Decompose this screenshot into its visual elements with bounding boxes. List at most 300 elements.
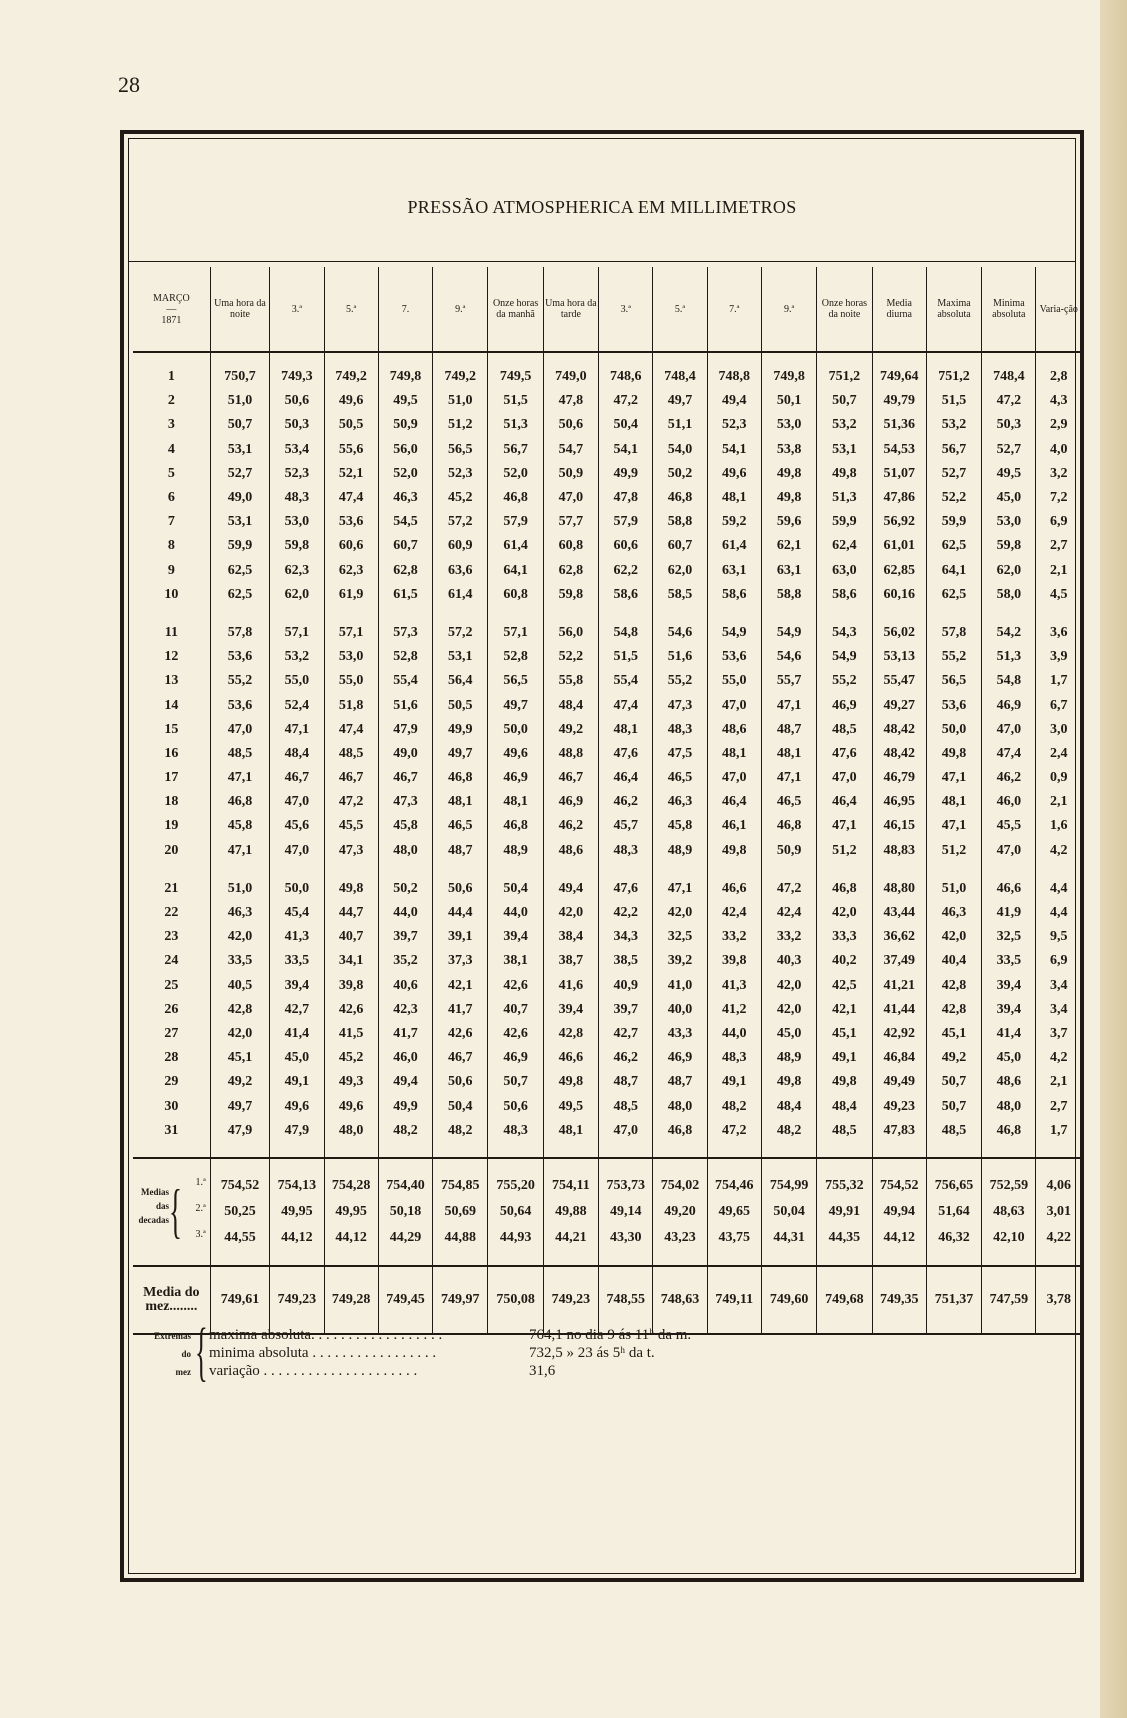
value-cell: 51,64 [926, 1199, 981, 1225]
col-header: 9.ª [433, 267, 488, 352]
value-cell: 50,69 [433, 1199, 488, 1225]
value-cell: 57,8 [210, 621, 270, 645]
day-cell: 27 [164, 1025, 179, 1041]
value-cell: 48,2 [707, 1094, 761, 1118]
value-cell: 45,1 [817, 1022, 872, 1046]
value-cell: 61,01 [872, 534, 926, 558]
value-cell: 54,0 [653, 438, 707, 462]
value-cell: 43,23 [653, 1225, 707, 1251]
value-cell: 38,4 [543, 925, 598, 949]
value-cell: 39,4 [982, 998, 1036, 1022]
value-cell: 50,0 [488, 718, 543, 742]
value-cell: 51,3 [488, 413, 543, 437]
value-cell: 53,6 [926, 693, 981, 717]
value-cell: 42,0 [926, 925, 981, 949]
value-cell: 48,7 [433, 839, 488, 863]
value-cell: 44,12 [872, 1225, 926, 1251]
value-cell: 47,6 [599, 742, 653, 766]
value-cell: 50,7 [926, 1070, 981, 1094]
value-cell: 48,0 [982, 1094, 1036, 1118]
spacer-row [133, 352, 1081, 365]
value-cell: 48,42 [872, 742, 926, 766]
spacer-row [133, 1158, 1081, 1173]
value-cell: 46,5 [433, 814, 488, 838]
table-row [133, 949, 1081, 973]
value-cell: 45,4 [270, 901, 324, 925]
value-cell: 61,4 [433, 583, 488, 607]
value-cell: 46,0 [378, 1046, 432, 1070]
table-row [133, 534, 1081, 558]
value-cell: 62,8 [378, 559, 432, 583]
value-cell: 53,13 [872, 645, 926, 669]
value-cell: 47,2 [707, 1119, 761, 1143]
value-cell: 41,2 [707, 998, 761, 1022]
value-cell: 45,2 [324, 1046, 378, 1070]
value-cell: 59,8 [543, 583, 598, 607]
value-cell: 52,8 [488, 645, 543, 669]
value-cell: 4,22 [1036, 1225, 1081, 1251]
value-cell: 49,6 [707, 462, 761, 486]
value-cell: 32,5 [982, 925, 1036, 949]
value-cell: 42,8 [543, 1022, 598, 1046]
value-cell: 42,7 [270, 998, 324, 1022]
value-cell: 60,9 [433, 534, 488, 558]
value-cell: 54,9 [761, 621, 816, 645]
value-cell: 47,9 [378, 718, 432, 742]
value-cell: 45,5 [324, 814, 378, 838]
value-cell: 47,5 [653, 742, 707, 766]
value-cell: 38,1 [488, 949, 543, 973]
value-cell: 61,4 [488, 534, 543, 558]
value-cell: 46,8 [817, 877, 872, 901]
value-cell: 47,8 [599, 486, 653, 510]
value-cell: 50,4 [488, 877, 543, 901]
value-cell: 46,2 [599, 1046, 653, 1070]
table-frame-inner [128, 138, 1076, 1574]
value-cell: 60,8 [543, 534, 598, 558]
table-row [133, 1094, 1081, 1118]
value-cell: 2,7 [1036, 534, 1081, 558]
value-cell: 749,61 [210, 1266, 270, 1333]
value-cell: 749,23 [270, 1266, 324, 1333]
value-cell: 59,2 [707, 510, 761, 534]
value-cell: 62,1 [761, 534, 816, 558]
value-cell: 39,8 [324, 974, 378, 998]
value-cell: 39,1 [433, 925, 488, 949]
value-cell: 57,2 [433, 510, 488, 534]
day-cell: 2 [167, 393, 175, 409]
value-cell: 2,1 [1036, 1070, 1081, 1094]
value-cell: 53,6 [210, 645, 270, 669]
value-cell: 49,8 [761, 462, 816, 486]
col-header: 5.ª [653, 267, 707, 352]
value-cell: 754,11 [543, 1173, 598, 1199]
value-cell: 51,0 [210, 877, 270, 901]
value-cell: 53,6 [210, 693, 270, 717]
table-row [133, 413, 1081, 437]
day-cell: 13 [164, 673, 179, 689]
value-cell: 49,79 [872, 389, 926, 413]
value-cell: 42,6 [433, 1022, 488, 1046]
value-cell: 46,9 [817, 693, 872, 717]
value-cell: 59,8 [982, 534, 1036, 558]
value-cell: 56,0 [543, 621, 598, 645]
value-cell: 39,4 [543, 998, 598, 1022]
value-cell: 47,3 [378, 790, 432, 814]
value-cell: 49,8 [324, 877, 378, 901]
value-cell: 53,1 [210, 510, 270, 534]
table-row [133, 814, 1081, 838]
value-cell: 45,8 [378, 814, 432, 838]
value-cell: 42,0 [543, 901, 598, 925]
value-cell: 46,79 [872, 766, 926, 790]
table-row [133, 974, 1081, 998]
value-cell: 57,3 [378, 621, 432, 645]
table-row [133, 621, 1081, 645]
col-header: 3.ª [270, 267, 324, 352]
value-cell: 35,2 [378, 949, 432, 973]
day-cell: 31 [164, 1122, 179, 1138]
month-mean-label: Media do mez........ [143, 1284, 200, 1314]
value-cell: 47,0 [707, 693, 761, 717]
value-cell: 50,1 [761, 389, 816, 413]
value-cell: 57,1 [324, 621, 378, 645]
value-cell: 50,7 [817, 389, 872, 413]
value-cell: 48,1 [707, 742, 761, 766]
value-cell: 57,8 [926, 621, 981, 645]
day-cell: 26 [164, 1001, 179, 1017]
value-cell: 53,2 [817, 413, 872, 437]
value-cell: 48,4 [543, 693, 598, 717]
value-cell: 48,5 [817, 718, 872, 742]
value-cell: 56,7 [488, 438, 543, 462]
month-mean-row [133, 1266, 1081, 1333]
value-cell: 37,49 [872, 949, 926, 973]
value-cell: 41,3 [707, 974, 761, 998]
value-cell: 62,2 [599, 559, 653, 583]
value-cell: 57,2 [433, 621, 488, 645]
value-cell: 6,9 [1036, 949, 1081, 973]
value-cell: 58,8 [653, 510, 707, 534]
value-cell: 47,0 [982, 718, 1036, 742]
value-cell: 48,3 [707, 1046, 761, 1070]
value-cell: 56,92 [872, 510, 926, 534]
value-cell: 49,95 [270, 1199, 324, 1225]
value-cell: 47,2 [982, 389, 1036, 413]
value-cell: 49,8 [761, 1070, 816, 1094]
value-cell: 47,0 [543, 486, 598, 510]
value-cell: 48,3 [488, 1119, 543, 1143]
value-cell: 42,4 [707, 901, 761, 925]
day-cell: 14 [164, 697, 179, 713]
day-cell: 19 [164, 818, 179, 834]
value-cell: 756,65 [926, 1173, 981, 1199]
value-cell: 4,06 [1036, 1173, 1081, 1199]
brace-icon: { [169, 1177, 182, 1244]
pressure-table [133, 267, 1081, 1335]
value-cell: 48,1 [488, 790, 543, 814]
value-cell: 50,0 [270, 877, 324, 901]
year-label: 1871 [161, 314, 182, 326]
table-row [133, 901, 1081, 925]
value-cell: 52,1 [324, 462, 378, 486]
day-cell: 7 [167, 514, 175, 530]
value-cell: 51,8 [324, 693, 378, 717]
value-cell: 47,1 [926, 766, 981, 790]
value-cell: 46,8 [488, 814, 543, 838]
value-cell: 39,4 [982, 974, 1036, 998]
value-cell: 53,4 [270, 438, 324, 462]
value-cell: 43,75 [707, 1225, 761, 1251]
value-cell: 43,30 [599, 1225, 653, 1251]
value-cell: 754,52 [210, 1173, 270, 1199]
value-cell: 47,2 [761, 877, 816, 901]
value-cell: 41,7 [433, 998, 488, 1022]
value-cell: 751,37 [926, 1266, 981, 1333]
value-cell: 47,1 [761, 693, 816, 717]
value-cell: 45,0 [761, 1022, 816, 1046]
value-cell: 58,8 [761, 583, 816, 607]
value-cell: 44,12 [270, 1225, 324, 1251]
value-cell: 48,5 [599, 1094, 653, 1118]
value-cell: 49,5 [543, 1094, 598, 1118]
value-cell: 44,55 [210, 1225, 270, 1251]
value-cell: 49,23 [872, 1094, 926, 1118]
value-cell: 46,2 [543, 814, 598, 838]
value-cell: 2,1 [1036, 559, 1081, 583]
value-cell: 44,29 [378, 1225, 432, 1251]
value-cell: 44,21 [543, 1225, 598, 1251]
value-cell: 42,0 [210, 1022, 270, 1046]
value-cell: 47,3 [653, 693, 707, 717]
value-cell: 51,5 [926, 389, 981, 413]
value-cell: 42,92 [872, 1022, 926, 1046]
value-cell: 47,8 [543, 389, 598, 413]
value-cell: 48,2 [761, 1119, 816, 1143]
value-cell: 50,9 [543, 462, 598, 486]
value-cell: 47,1 [210, 839, 270, 863]
value-cell: 754,13 [270, 1173, 324, 1199]
value-cell: 749,0 [543, 365, 598, 389]
spacer-row [133, 607, 1081, 621]
value-cell: 49,6 [488, 742, 543, 766]
table-row [133, 486, 1081, 510]
value-cell: 33,5 [210, 949, 270, 973]
value-cell: 58,6 [599, 583, 653, 607]
month-header [133, 267, 210, 352]
value-cell: 58,6 [707, 583, 761, 607]
value-cell: 62,8 [543, 559, 598, 583]
value-cell: 44,4 [433, 901, 488, 925]
value-cell: 6,7 [1036, 693, 1081, 717]
value-cell: 56,0 [378, 438, 432, 462]
value-cell: 39,7 [378, 925, 432, 949]
value-cell: 42,4 [761, 901, 816, 925]
value-cell: 47,2 [324, 790, 378, 814]
value-cell: 50,9 [761, 839, 816, 863]
value-cell: 44,31 [761, 1225, 816, 1251]
value-cell: 47,0 [599, 1119, 653, 1143]
value-cell: 51,0 [433, 389, 488, 413]
value-cell: 48,3 [270, 486, 324, 510]
value-cell: 47,9 [270, 1119, 324, 1143]
value-cell: 2,1 [1036, 790, 1081, 814]
value-cell: 52,2 [926, 486, 981, 510]
value-cell: 49,20 [653, 1199, 707, 1225]
value-cell: 41,4 [982, 1022, 1036, 1046]
value-cell: 44,88 [433, 1225, 488, 1251]
value-cell: 52,8 [378, 645, 432, 669]
value-cell: 42,7 [599, 1022, 653, 1046]
value-cell: 49,94 [872, 1199, 926, 1225]
value-cell: 750,08 [488, 1266, 543, 1333]
value-cell: 49,95 [324, 1199, 378, 1225]
value-cell: 42,6 [324, 998, 378, 1022]
value-cell: 55,2 [210, 669, 270, 693]
value-cell: 53,0 [982, 510, 1036, 534]
value-cell: 47,6 [817, 742, 872, 766]
day-cell: 28 [164, 1050, 179, 1066]
value-cell: 48,9 [488, 839, 543, 863]
value-cell: 48,7 [653, 1070, 707, 1094]
value-cell: 47,83 [872, 1119, 926, 1143]
value-cell: 747,59 [982, 1266, 1036, 1333]
value-cell: 46,4 [707, 790, 761, 814]
value-cell: 62,5 [210, 583, 270, 607]
value-cell: 46,3 [378, 486, 432, 510]
value-cell: 45,6 [270, 814, 324, 838]
value-cell: 60,16 [872, 583, 926, 607]
value-cell: 40,0 [653, 998, 707, 1022]
value-cell: 50,04 [761, 1199, 816, 1225]
value-cell: 58,0 [982, 583, 1036, 607]
value-cell: 45,8 [210, 814, 270, 838]
value-cell: 48,9 [653, 839, 707, 863]
value-cell: 62,0 [270, 583, 324, 607]
value-cell: 49,8 [817, 462, 872, 486]
value-cell: 49,0 [378, 742, 432, 766]
value-cell: 3,4 [1036, 974, 1081, 998]
value-cell: 3,4 [1036, 998, 1081, 1022]
day-cell: 10 [164, 586, 179, 602]
value-cell: 51,36 [872, 413, 926, 437]
value-cell: 44,93 [488, 1225, 543, 1251]
value-cell: 48,1 [599, 718, 653, 742]
value-cell: 59,9 [817, 510, 872, 534]
extreme-max: maxima absoluta. . . . . . . . . . . . . . . . . . 764,1 no dia 9 ás 11ʰ da m. [209, 1327, 692, 1343]
value-cell: 60,7 [653, 534, 707, 558]
value-cell: 43,44 [872, 901, 926, 925]
value-cell: 3,78 [1036, 1266, 1081, 1333]
decade-number: 3.ª [195, 1228, 206, 1240]
value-cell: 46,0 [982, 790, 1036, 814]
value-cell: 40,7 [488, 998, 543, 1022]
value-cell: 55,0 [707, 669, 761, 693]
value-cell: 48,6 [707, 718, 761, 742]
day-cell: 4 [167, 441, 175, 457]
value-cell: 753,73 [599, 1173, 653, 1199]
day-cell: 15 [164, 721, 179, 737]
value-cell: 46,9 [543, 790, 598, 814]
value-cell: 51,0 [210, 389, 270, 413]
value-cell: 44,7 [324, 901, 378, 925]
value-cell: 49,1 [817, 1046, 872, 1070]
page-edge [1100, 0, 1127, 1718]
value-cell: 60,6 [599, 534, 653, 558]
value-cell: 56,5 [488, 669, 543, 693]
value-cell: 42,0 [761, 998, 816, 1022]
col-header: 7. [378, 267, 432, 352]
value-cell: 54,2 [982, 621, 1036, 645]
value-cell: 749,97 [433, 1266, 488, 1333]
value-cell: 57,7 [543, 510, 598, 534]
value-cell: 49,7 [653, 389, 707, 413]
value-cell: 51,07 [872, 462, 926, 486]
value-cell: 48,80 [872, 877, 926, 901]
value-cell: 47,0 [210, 718, 270, 742]
value-cell: 49,4 [707, 389, 761, 413]
extremes-label: Extremas do mez [154, 1331, 191, 1377]
value-cell: 50,6 [433, 877, 488, 901]
value-cell: 40,6 [378, 974, 432, 998]
value-cell: 48,3 [653, 718, 707, 742]
value-cell: 749,5 [488, 365, 543, 389]
value-cell: 46,5 [761, 790, 816, 814]
value-cell: 748,4 [982, 365, 1036, 389]
brace-icon: { [195, 1315, 208, 1388]
value-cell: 50,25 [210, 1199, 270, 1225]
value-cell: 32,5 [653, 925, 707, 949]
value-cell: 42,8 [926, 998, 981, 1022]
value-cell: 51,2 [926, 839, 981, 863]
value-cell: 54,9 [817, 645, 872, 669]
value-cell: 50,7 [210, 413, 270, 437]
value-cell: 49,9 [599, 462, 653, 486]
value-cell: 49,2 [543, 718, 598, 742]
value-cell: 49,3 [324, 1070, 378, 1094]
value-cell: 48,1 [433, 790, 488, 814]
value-cell: 53,2 [926, 413, 981, 437]
value-cell: 37,3 [433, 949, 488, 973]
value-cell: 61,5 [378, 583, 432, 607]
day-cell: 25 [164, 977, 179, 993]
value-cell: 44,0 [488, 901, 543, 925]
value-cell: 51,3 [982, 645, 1036, 669]
value-cell: 42,3 [378, 998, 432, 1022]
value-cell: 41,0 [653, 974, 707, 998]
day-cell: 1 [167, 369, 175, 385]
value-cell: 0,9 [1036, 766, 1081, 790]
value-cell: 49,1 [707, 1070, 761, 1094]
value-cell: 59,9 [926, 510, 981, 534]
value-cell: 41,5 [324, 1022, 378, 1046]
value-cell: 58,6 [817, 583, 872, 607]
value-cell: 45,2 [433, 486, 488, 510]
decade-row [133, 1173, 1081, 1199]
value-cell: 42,1 [433, 974, 488, 998]
value-cell: 748,55 [599, 1266, 653, 1333]
value-cell: 62,5 [926, 534, 981, 558]
value-cell: 46,6 [707, 877, 761, 901]
value-cell: 56,02 [872, 621, 926, 645]
value-cell: 48,7 [599, 1070, 653, 1094]
col-header: Onze horas da manhã [488, 267, 543, 352]
value-cell: 47,4 [599, 693, 653, 717]
value-cell: 55,6 [324, 438, 378, 462]
value-cell: 46,1 [707, 814, 761, 838]
page-number: 28 [118, 72, 140, 97]
value-cell: 3,01 [1036, 1199, 1081, 1225]
